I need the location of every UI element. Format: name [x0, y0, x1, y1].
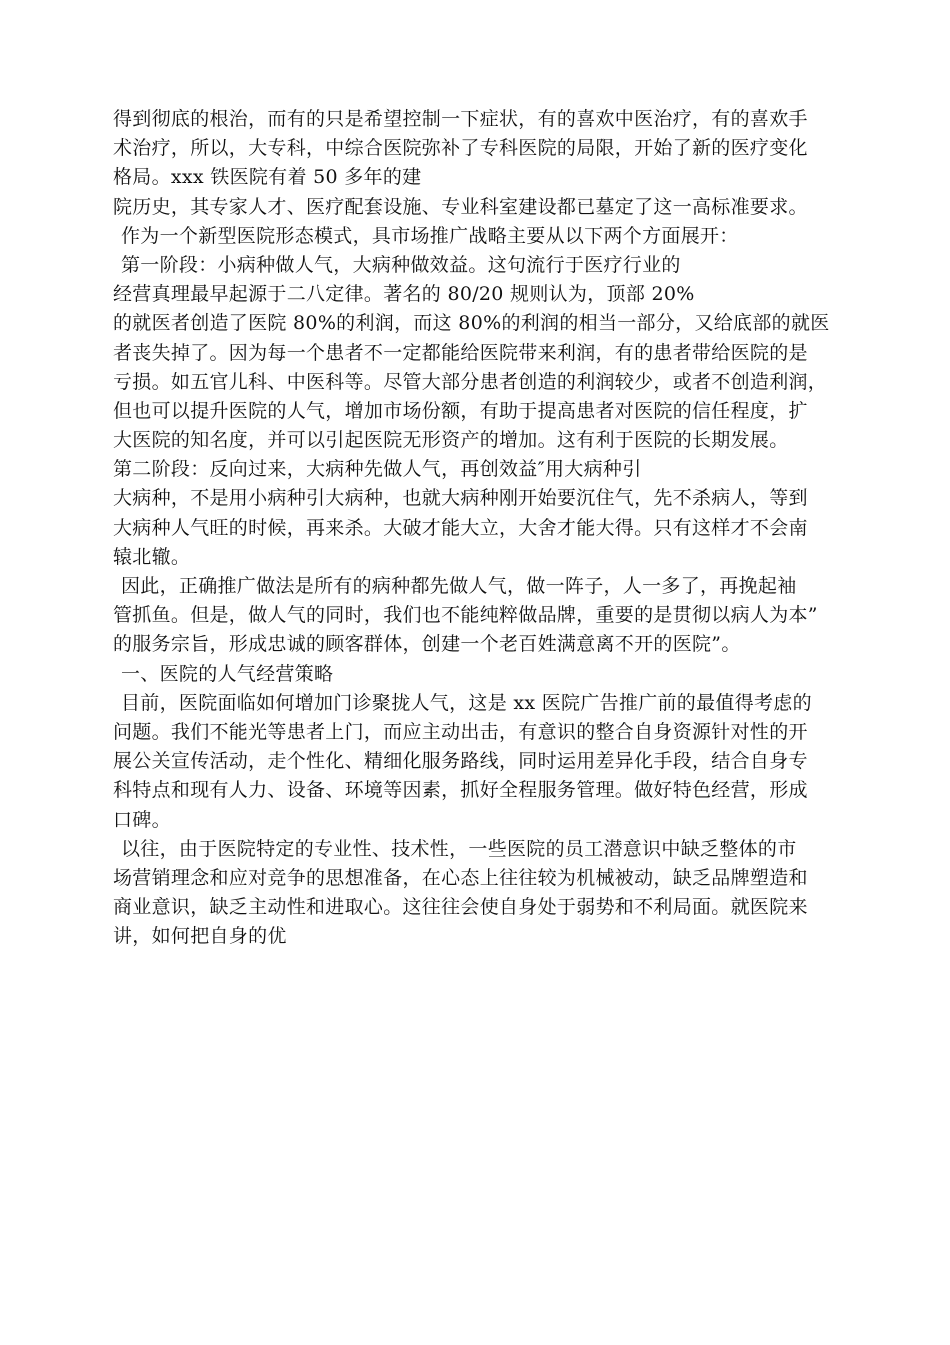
- text-line: 辕北辙。: [113, 545, 191, 568]
- text-line: 格局。xxx 铁医院有着 50 多年的建: [113, 166, 422, 189]
- text-line: 管抓鱼。但是，做人气的同时，我们也不能纯粹做品牌，重要的是贯彻以病人为本”: [113, 604, 818, 627]
- text-line: 作为一个新型医院形态模式，具市场推广战略主要从以下两个方面展开：: [121, 224, 739, 247]
- text-line: 经营真理最早起源于二八定律。著名的 80/20 规则认为，顶部 20%: [113, 283, 695, 306]
- text-line: 者丧失掉了。因为每一个患者不一定都能给医院带来利润，有的患者带给医院的是: [113, 341, 808, 364]
- text-line: 目前，医院面临如何增加门诊聚拢人气，这是 xx 医院广告推广前的最值得考虑的: [121, 691, 812, 714]
- text-line: 大医院的知名度，并可以引起医院无形资产的增加。这有利于医院的长期发展。: [113, 429, 789, 452]
- text-line: 科特点和现有人力、设备、环境等因素，抓好全程服务管理。做好特色经营，形成: [113, 779, 808, 802]
- text-line: 亏损。如五官儿科、中医科等。尽管大部分患者创造的利润较少，或者不创造利润，: [113, 370, 828, 393]
- text-line: 商业意识，缺乏主动性和进取心。这往往会使自身处于弱势和不利局面。就医院来: [113, 896, 808, 919]
- text-line: 大病种，不是用小病种引大病种，也就大病种刚开始要沉住气，先不杀病人，等到: [113, 487, 808, 510]
- text-line: 口碑。: [113, 808, 171, 831]
- text-line: 得到彻底的根治，而有的只是希望控制一下症状，有的喜欢中医治疗，有的喜欢手: [113, 108, 808, 130]
- text-line: 院历史，其专家人才、医疗配套设施、专业科室建设都已墓定了这一高标准要求。: [113, 195, 808, 218]
- text-line: 第二阶段：反向过来，大病种先做人气，再创效益″用大病种引: [113, 458, 642, 481]
- text-line: 的服务宗旨，形成忠诚的顾客群体，创建一个老百姓满意离不开的医院”。: [113, 633, 741, 656]
- text-line: 问题。我们不能光等患者上门，而应主动出击，有意识的整合自身资源针对性的开: [113, 720, 808, 743]
- text-line: 的就医者创造了医院 80%的利润，而这 80%的利润的相当一部分，又给底部的就医: [113, 312, 830, 335]
- text-line: 第一阶段：小病种做人气，大病种做效益。这句流行于医疗行业的: [121, 253, 681, 276]
- section-heading: 一、医院的人气经营策略: [121, 662, 334, 685]
- text-line: 讲，如何把自身的优: [113, 925, 287, 948]
- text-line: 大病种人气旺的时候，再来杀。大破才能大立，大舍才能大得。只有这样才不会南: [113, 516, 808, 539]
- text-line: 因此，正确推广做法是所有的病种都先做人气，做一阵子，人一多了，再挽起袖: [121, 575, 797, 597]
- document-body: [113, 105, 865, 951]
- text-line: 但也可以提升医院的人气，增加市场份额，有助于提高患者对医院的信任程度，扩: [113, 399, 808, 422]
- text-line: 术治疗，所以，大专科，中综合医院弥补了专科医院的局限，开始了新的医疗变化: [113, 137, 808, 160]
- text-line: 场营销理念和应对竞争的思想准备，在心态上往往较为机械被动，缺乏品牌塑造和: [113, 866, 808, 889]
- text-line: 以往，由于医院特定的专业性、技术性，一些医院的员工潜意识中缺乏整体的市: [121, 837, 797, 860]
- text-line: 展公关宣传活动，走个性化、精细化服务路线，同时运用差异化手段，结合自身专: [113, 750, 808, 773]
